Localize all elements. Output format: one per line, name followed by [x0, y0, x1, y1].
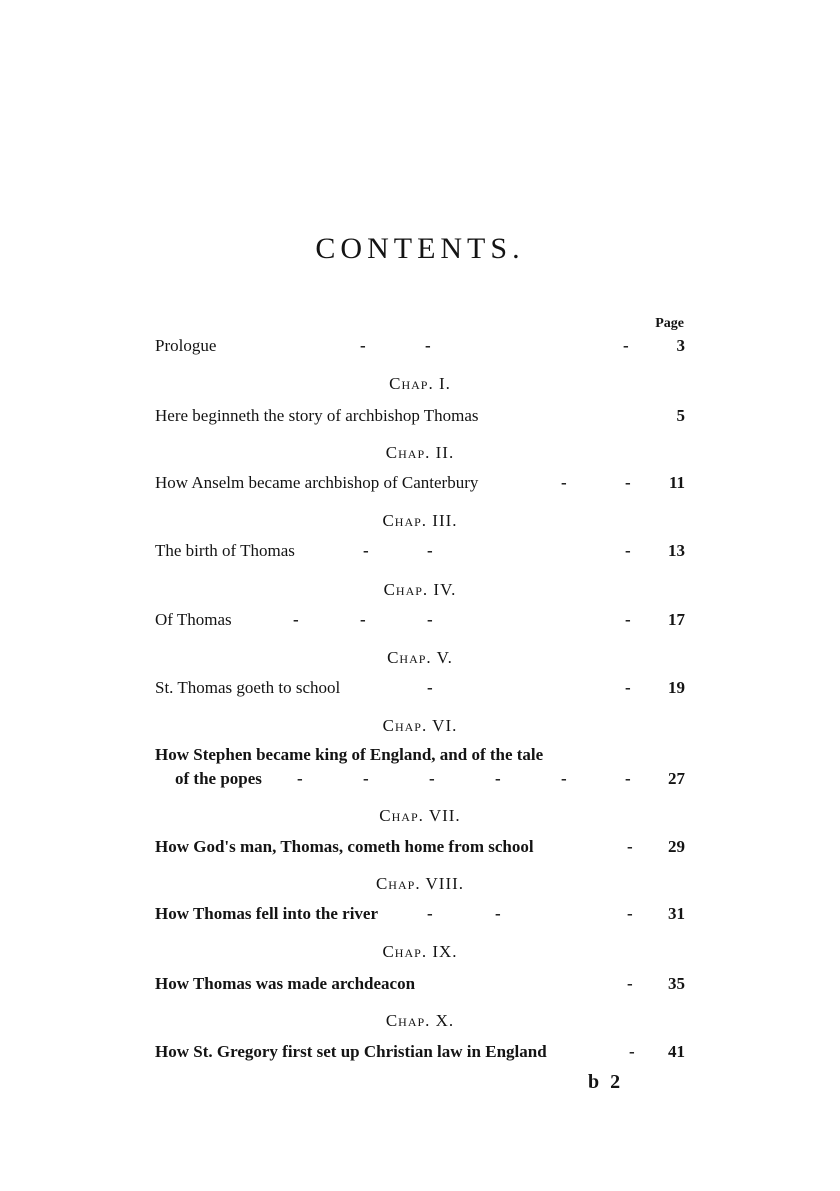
chapter-heading: Chap. III.: [382, 511, 458, 530]
leader-dash: -: [360, 336, 366, 355]
leader-dash: -: [627, 974, 633, 993]
toc-entry-text: How God's man, Thomas, cometh home from school: [155, 837, 534, 856]
toc-page-number: 11: [668, 473, 685, 492]
leader-dash: -: [625, 769, 631, 788]
chapter-heading: Chap. V.: [387, 648, 453, 667]
chapter-heading: Chap. I.: [389, 374, 451, 393]
toc-page-number: 3: [676, 336, 685, 355]
toc-entry-prologue[interactable]: [155, 336, 685, 360]
toc-entry-text: Of Thomas: [155, 610, 232, 629]
toc-entry-text: How Stephen became king of England, and of the tale: [155, 745, 544, 764]
toc-page-number: 27: [668, 769, 685, 788]
leader-dash: -: [623, 336, 629, 355]
leader-dash: -: [360, 610, 366, 629]
leader-dash: -: [293, 610, 299, 629]
toc-page-number: 41: [668, 1042, 685, 1061]
chapter-heading: Chap. VI.: [382, 716, 458, 735]
leader-dash: -: [427, 678, 433, 697]
leader-dash: -: [627, 904, 633, 923]
toc-entry-text: Prologue: [155, 336, 217, 355]
leader-dash: -: [561, 769, 567, 788]
toc-page-number: 13: [668, 541, 685, 560]
toc-entry-continuation[interactable]: [155, 769, 685, 793]
toc-entry-text: How Thomas fell into the river: [155, 904, 379, 923]
leader-dash: -: [425, 336, 431, 355]
leader-dash: -: [427, 541, 433, 560]
toc-entry[interactable]: [155, 745, 685, 769]
toc-page-number: 31: [668, 904, 685, 923]
leader-dash: -: [429, 769, 435, 788]
page-column-heading: Page: [655, 316, 684, 331]
leader-dash: -: [427, 610, 433, 629]
leader-dash: -: [625, 473, 631, 492]
toc-entry-text: of the popes: [175, 769, 262, 788]
leader-dash: -: [625, 541, 631, 560]
signature-mark: b 2: [588, 1071, 624, 1093]
leader-dash: -: [363, 541, 369, 560]
leader-dash: -: [495, 769, 501, 788]
chapter-heading: Chap. II.: [385, 443, 455, 462]
page-title: CONTENTS.: [315, 232, 525, 265]
leader-dash: -: [625, 610, 631, 629]
toc-entry[interactable]: [155, 541, 685, 565]
toc-entry[interactable]: [155, 473, 685, 497]
chapter-heading: Chap. IV.: [383, 580, 457, 599]
toc-page-number: 17: [668, 610, 685, 629]
leader-dash: -: [629, 1042, 635, 1061]
toc-page-number: 35: [668, 974, 685, 993]
toc-entry-text: How St. Gregory first set up Christian law in England: [155, 1042, 547, 1061]
leader-dash: -: [625, 678, 631, 697]
leader-dash: -: [495, 904, 501, 923]
toc-entry[interactable]: [155, 406, 685, 430]
toc-entry[interactable]: [155, 904, 685, 928]
toc-entry[interactable]: [155, 678, 685, 702]
chapter-heading: Chap. VII.: [379, 806, 461, 825]
toc-entry-text: St. Thomas goeth to school: [155, 678, 341, 697]
leader-dash: -: [297, 769, 303, 788]
chapter-heading: Chap. IX.: [382, 942, 458, 961]
toc-entry[interactable]: [155, 837, 685, 861]
toc-entry-text: Here beginneth the story of archbishop Thomas: [155, 406, 479, 425]
leader-dash: -: [363, 769, 369, 788]
leader-dash: -: [627, 837, 633, 856]
toc-entry-text: The birth of Thomas: [155, 541, 295, 560]
toc-entry[interactable]: [155, 974, 685, 998]
chapter-heading: Chap. VIII.: [375, 874, 465, 893]
toc-page-number: 5: [676, 406, 685, 425]
toc-page-number: 19: [668, 678, 685, 697]
toc-entry[interactable]: [155, 610, 685, 634]
chapter-heading: Chap. X.: [385, 1011, 455, 1030]
leader-dash: -: [427, 904, 433, 923]
toc-page-number: 29: [668, 837, 685, 856]
toc-entry[interactable]: [155, 1042, 685, 1066]
toc-entry-text: How Anselm became archbishop of Canterbury: [155, 473, 479, 492]
leader-dash: -: [561, 473, 567, 492]
toc-entry-text: How Thomas was made archdeacon: [155, 974, 416, 993]
